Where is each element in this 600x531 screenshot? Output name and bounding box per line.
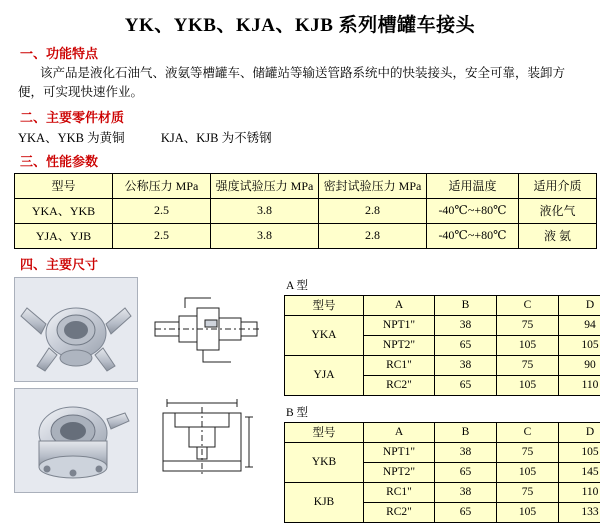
dim-a-col-model: 型号 [285, 295, 364, 315]
table-header-row [285, 422, 600, 442]
table-row [285, 482, 600, 502]
table-row [285, 315, 600, 335]
perf-cell: YJA、YJB [15, 223, 113, 248]
dim-a-cell: 38 [435, 315, 497, 335]
dim-a-cell: RC2" [364, 375, 435, 395]
dim-b-model: YKB [285, 442, 364, 482]
dimension-tables-column [276, 277, 600, 531]
dim-b-cell: 105 [497, 502, 559, 522]
dim-a-cell: NPT1" [364, 315, 435, 335]
dim-b-cell: 38 [435, 442, 497, 462]
perf-cell: 3.8 [211, 198, 319, 223]
type-a-label: A 型 [286, 277, 600, 293]
page-title: YK、YKB、KJA、KJB 系列槽罐车接头 [14, 10, 586, 37]
perf-cell: 液化气 [519, 198, 597, 223]
dim-b-cell: 105 [559, 442, 600, 462]
dim-a-col-c: C [497, 295, 559, 315]
drawing-coupling-b [144, 388, 268, 493]
dim-b-cell: 75 [497, 482, 559, 502]
dim-b-cell: NPT2" [364, 462, 435, 482]
dim-a-col-b: B [435, 295, 497, 315]
document-page [0, 10, 600, 526]
dim-b-cell: 38 [435, 482, 497, 502]
photo-coupling-b [14, 388, 138, 493]
perf-col-medium: 适用介质 [519, 173, 597, 198]
dim-a-cell: 75 [497, 355, 559, 375]
material-line [18, 128, 582, 146]
table-row [285, 355, 600, 375]
dimension-table-b [284, 422, 600, 523]
figure-row-b [14, 388, 276, 493]
performance-table [14, 173, 597, 249]
perf-cell: -40℃~+80℃ [427, 198, 519, 223]
dim-b-cell: RC1" [364, 482, 435, 502]
dim-b-col-c: C [497, 422, 559, 442]
section-heading-performance: 三、性能参数 [20, 151, 586, 170]
dim-b-cell: 105 [497, 462, 559, 482]
dim-b-col-a: A [364, 422, 435, 442]
table-row [15, 223, 597, 248]
features-text: 该产品是液化石油气、液氨等槽罐车、储罐站等输送管路系统中的快装接头，安全可靠，装卸方便，可实现快速作业。 [18, 66, 565, 99]
photo-coupling-a [14, 277, 138, 382]
perf-cell: 2.8 [319, 198, 427, 223]
dim-b-cell: 145 [559, 462, 600, 482]
perf-cell: -40℃~+80℃ [427, 223, 519, 248]
table-header-row [285, 295, 600, 315]
dim-a-cell: 65 [435, 335, 497, 355]
figure-row-a [14, 277, 276, 382]
dim-a-cell: 38 [435, 355, 497, 375]
perf-cell: 2.5 [113, 223, 211, 248]
dim-a-model: YKA [285, 315, 364, 355]
dim-a-cell: 105 [559, 335, 600, 355]
dim-b-model: KJB [285, 482, 364, 522]
dim-b-cell: 133 [559, 502, 600, 522]
dim-b-cell: 65 [435, 502, 497, 522]
dim-a-cell: 94 [559, 315, 600, 335]
perf-cell: 3.8 [211, 223, 319, 248]
perf-col-temperature: 适用温度 [427, 173, 519, 198]
features-paragraph [18, 64, 582, 102]
dim-a-cell: 90 [559, 355, 600, 375]
perf-cell: 液 氨 [519, 223, 597, 248]
dim-a-cell: 110 [559, 375, 600, 395]
section-heading-dimensions: 四、主要尺寸 [20, 254, 586, 273]
section-heading-material: 二、主要零件材质 [20, 107, 586, 126]
table-row [285, 442, 600, 462]
perf-cell: 2.8 [319, 223, 427, 248]
dim-a-cell: NPT2" [364, 335, 435, 355]
dim-b-cell: NPT1" [364, 442, 435, 462]
material-right: KJA、KJB 为不锈钢 [161, 131, 272, 145]
table-row [15, 198, 597, 223]
section-heading-features: 一、功能特点 [20, 43, 586, 62]
dim-b-col-b: B [435, 422, 497, 442]
type-b-label: B 型 [286, 404, 600, 420]
dim-a-cell: RC1" [364, 355, 435, 375]
perf-cell: 2.5 [113, 198, 211, 223]
dim-a-model: YJA [285, 355, 364, 395]
dim-a-cell: 75 [497, 315, 559, 335]
dim-a-cell: 105 [497, 375, 559, 395]
dim-b-cell: 75 [497, 442, 559, 462]
table-header-row [15, 173, 597, 198]
dim-a-cell: 105 [497, 335, 559, 355]
type-b-block [284, 404, 600, 523]
dim-b-cell: 65 [435, 462, 497, 482]
perf-col-seal-pressure: 密封试验压力 MPa [319, 173, 427, 198]
perf-col-strength-pressure: 强度试验压力 MPa [211, 173, 319, 198]
material-left: YKA、YKB 为黄铜 [18, 131, 125, 145]
figures-column [14, 277, 276, 499]
dim-b-cell: 110 [559, 482, 600, 502]
dim-a-cell: 65 [435, 375, 497, 395]
dimensions-area [14, 277, 586, 531]
dim-b-col-d: D [559, 422, 600, 442]
drawing-coupling-a [144, 277, 268, 382]
perf-cell: YKA、YKB [15, 198, 113, 223]
dimension-table-a [284, 295, 600, 396]
dim-b-col-model: 型号 [285, 422, 364, 442]
dim-a-col-a: A [364, 295, 435, 315]
perf-col-nominal-pressure: 公称压力 MPa [113, 173, 211, 198]
perf-col-model: 型号 [15, 173, 113, 198]
dim-a-col-d: D [559, 295, 600, 315]
dim-b-cell: RC2" [364, 502, 435, 522]
